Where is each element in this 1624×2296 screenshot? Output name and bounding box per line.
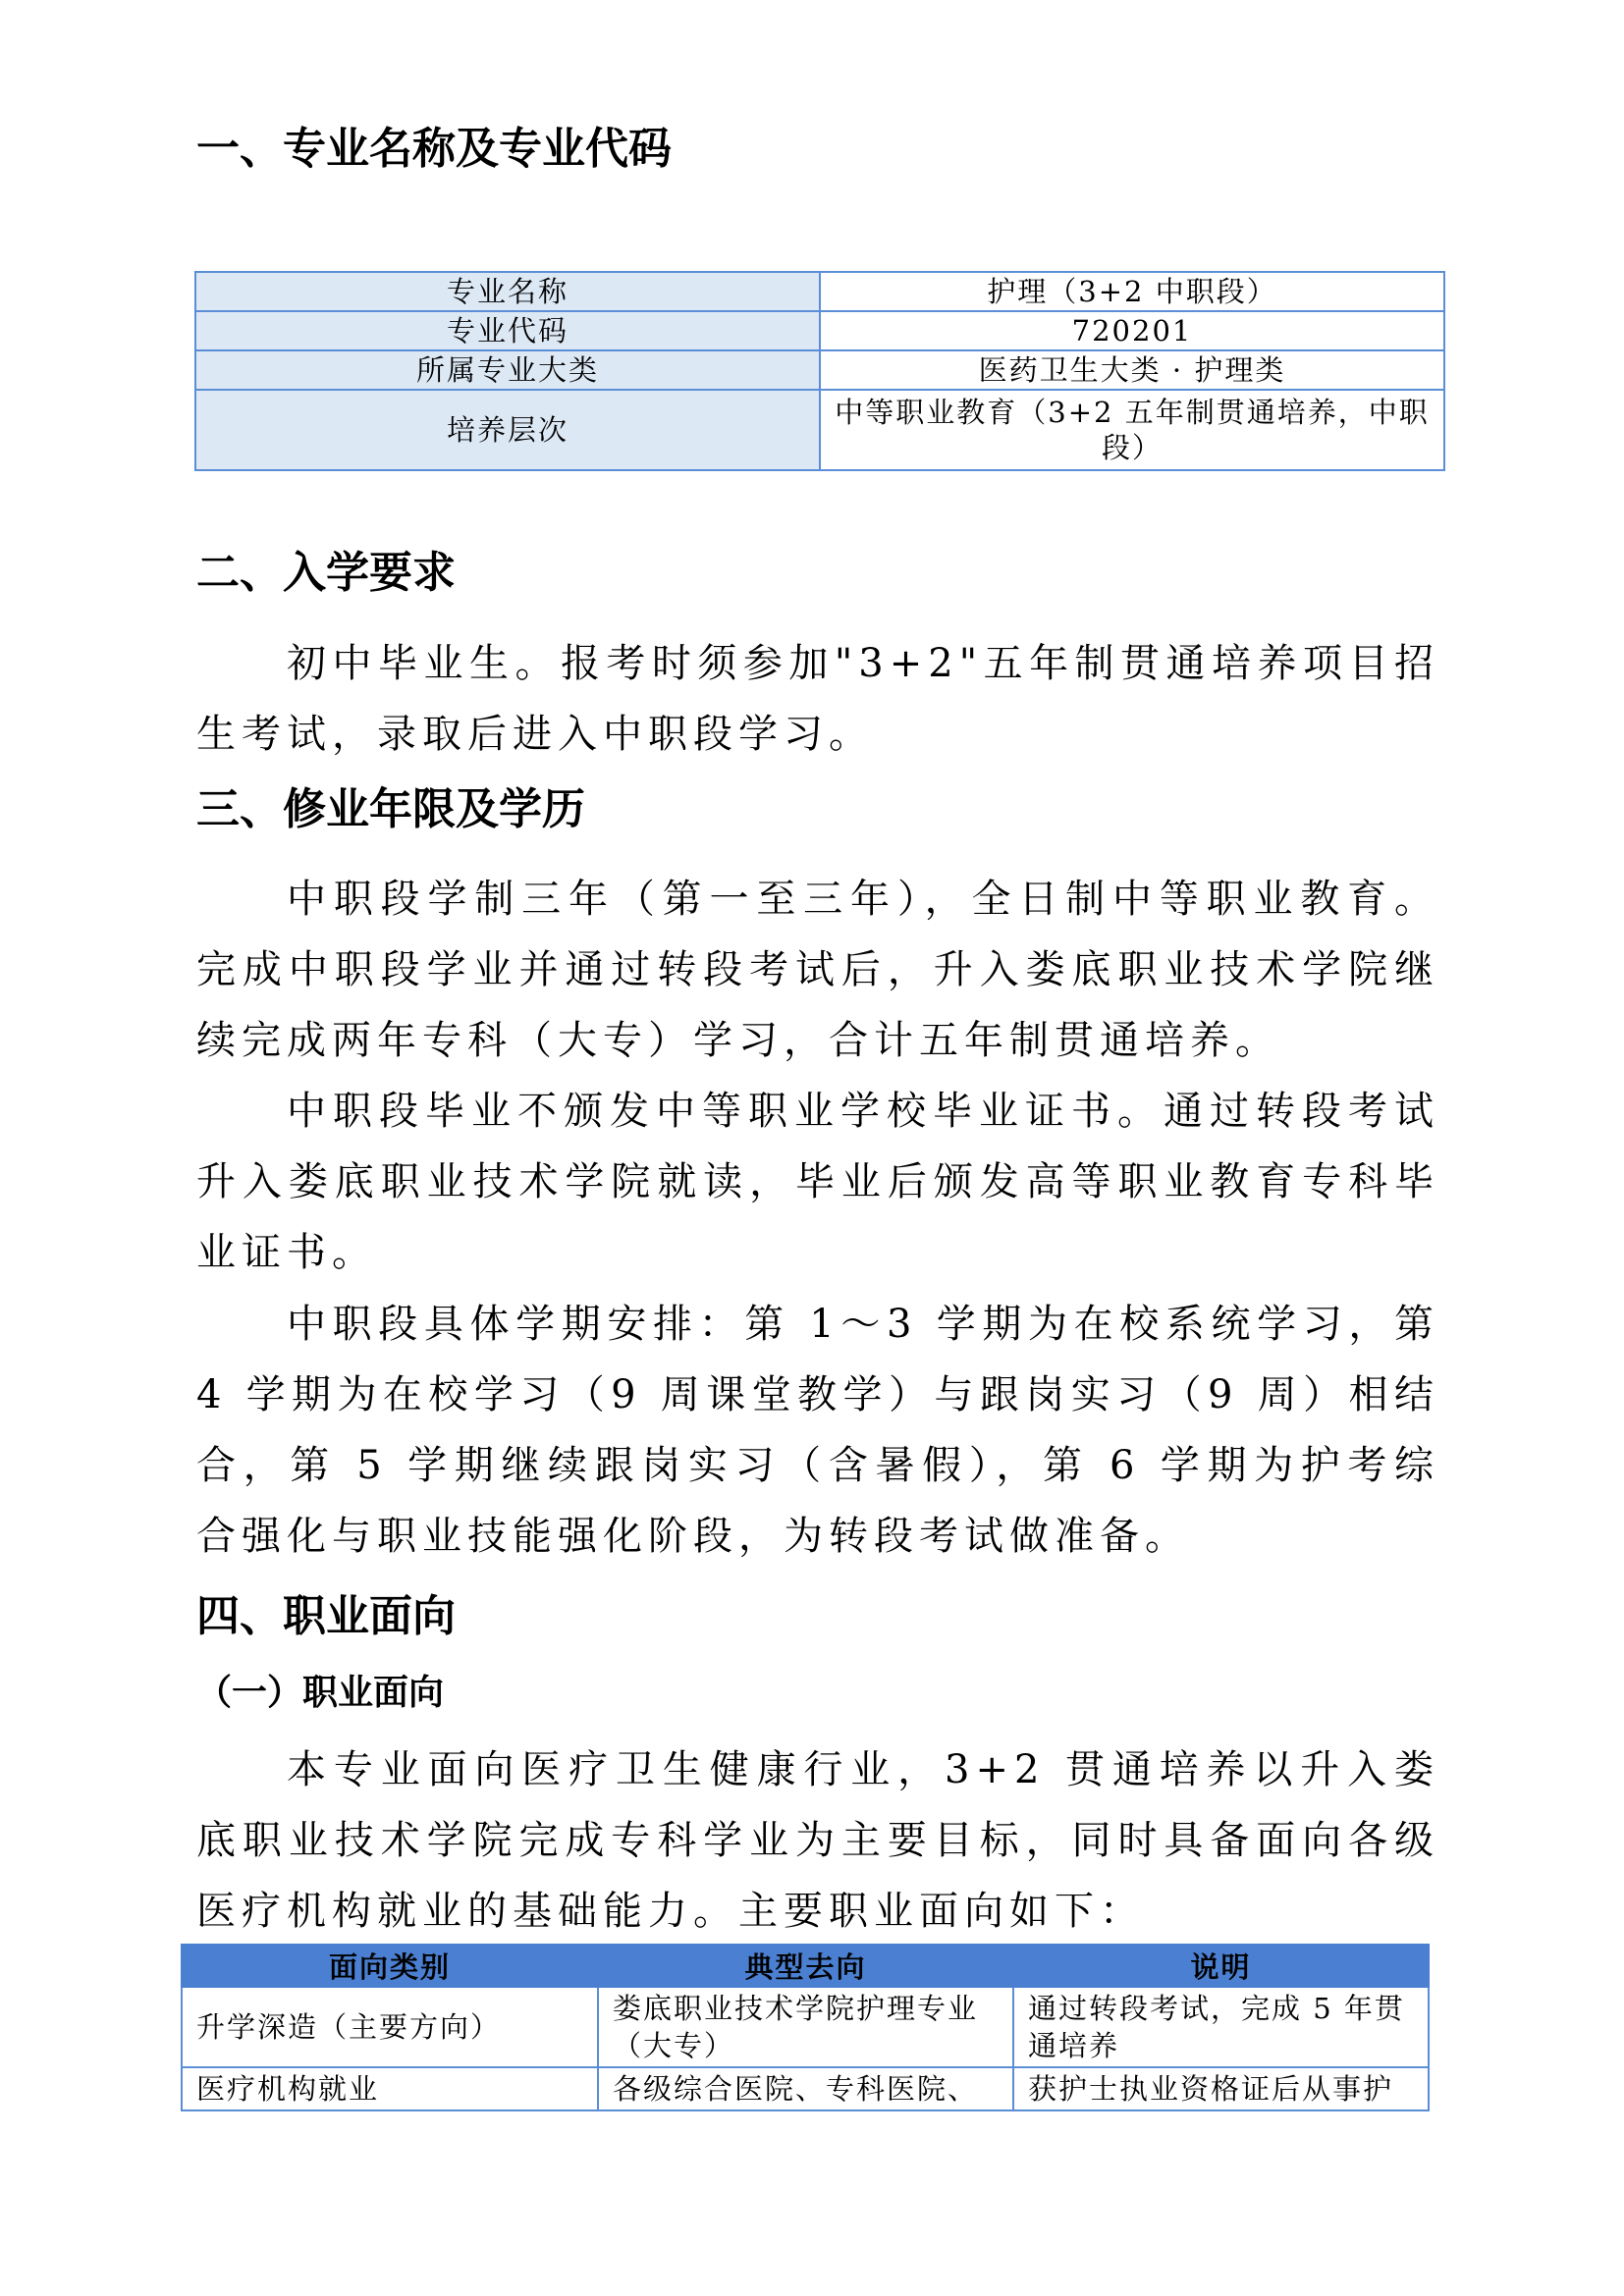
table-cell: 医疗机构就业 — [182, 2067, 598, 2110]
info-value: 720201 — [820, 311, 1444, 350]
section-title-2: 二、入学要求 — [196, 548, 456, 598]
section-title-3: 三、修业年限及学历 — [196, 784, 585, 834]
info-value: 医药卫生大类 · 护理类 — [820, 350, 1444, 390]
table-row — [195, 311, 1444, 350]
table-header-row — [182, 1945, 1429, 1987]
table-row — [182, 2067, 1429, 2110]
duration-paragraph-2: 中职段毕业不颁发中等职业学校毕业证书。通过转段考试升入娄底职业技术学院就读，毕业后颁发高等职业教育专科毕业证书。 — [196, 1089, 1439, 1275]
table-row — [195, 390, 1444, 470]
table-cell: 各级综合医院、专科医院、 — [598, 2067, 1013, 2110]
table-row — [182, 1987, 1429, 2067]
table-cell: 升学深造（主要方向） — [182, 1987, 598, 2067]
info-label: 专业代码 — [195, 311, 820, 350]
program-info-table — [194, 271, 1445, 471]
subsection-title: （一）职业面向 — [196, 1673, 445, 1713]
column-header: 面向类别 — [182, 1945, 598, 1987]
career-table — [181, 1944, 1430, 2111]
table-row — [195, 272, 1444, 311]
admission-paragraph: 初中毕业生。报考时须参加"3+2"五年制贯通培养项目招生考试，录取后进入中职段学习。 — [196, 641, 1439, 757]
column-header: 典型去向 — [598, 1945, 1013, 1987]
section-title-1: 一、专业名称及专业代码 — [196, 124, 672, 174]
table-cell: 获护士执业资格证后从事护 — [1013, 2067, 1429, 2110]
table-row — [195, 350, 1444, 390]
info-label: 专业名称 — [195, 272, 820, 311]
section-title-4: 四、职业面向 — [196, 1591, 456, 1641]
duration-paragraph-3: 中职段具体学期安排：第 1～3 学期为在校系统学习，第 4 学期为在校学习（9 周课堂教学）与跟岗实习（9 周）相结合，第 5 学期继续跟岗实习（含暑假），第 6 学期为护考综合强化与职业技能强化阶段，为转段考试做准备。 — [196, 1302, 1439, 1559]
info-value: 中等职业教育（3+2 五年制贯通培养，中职段） — [820, 390, 1444, 470]
info-label: 培养层次 — [195, 390, 820, 470]
table-cell: 娄底职业技术学院护理专业（大专） — [598, 1987, 1013, 2067]
info-value: 护理（3+2 中职段） — [820, 272, 1444, 311]
column-header: 说明 — [1013, 1945, 1429, 1987]
table-cell: 通过转段考试，完成 5 年贯通培养 — [1013, 1987, 1429, 2067]
duration-paragraph-1: 中职段学制三年（第一至三年），全日制中等职业教育。完成中职段学业并通过转段考试后，升入娄底职业技术学院继续完成两年专科（大专）学习，合计五年制贯通培养。 — [196, 877, 1439, 1063]
info-label: 所属专业大类 — [195, 350, 820, 390]
career-paragraph: 本专业面向医疗卫生健康行业，3+2 贯通培养以升入娄底职业技术学院完成专科学业为主要目标，同时具备面向各级医疗机构就业的基础能力。主要职业面向如下： — [196, 1747, 1439, 1934]
